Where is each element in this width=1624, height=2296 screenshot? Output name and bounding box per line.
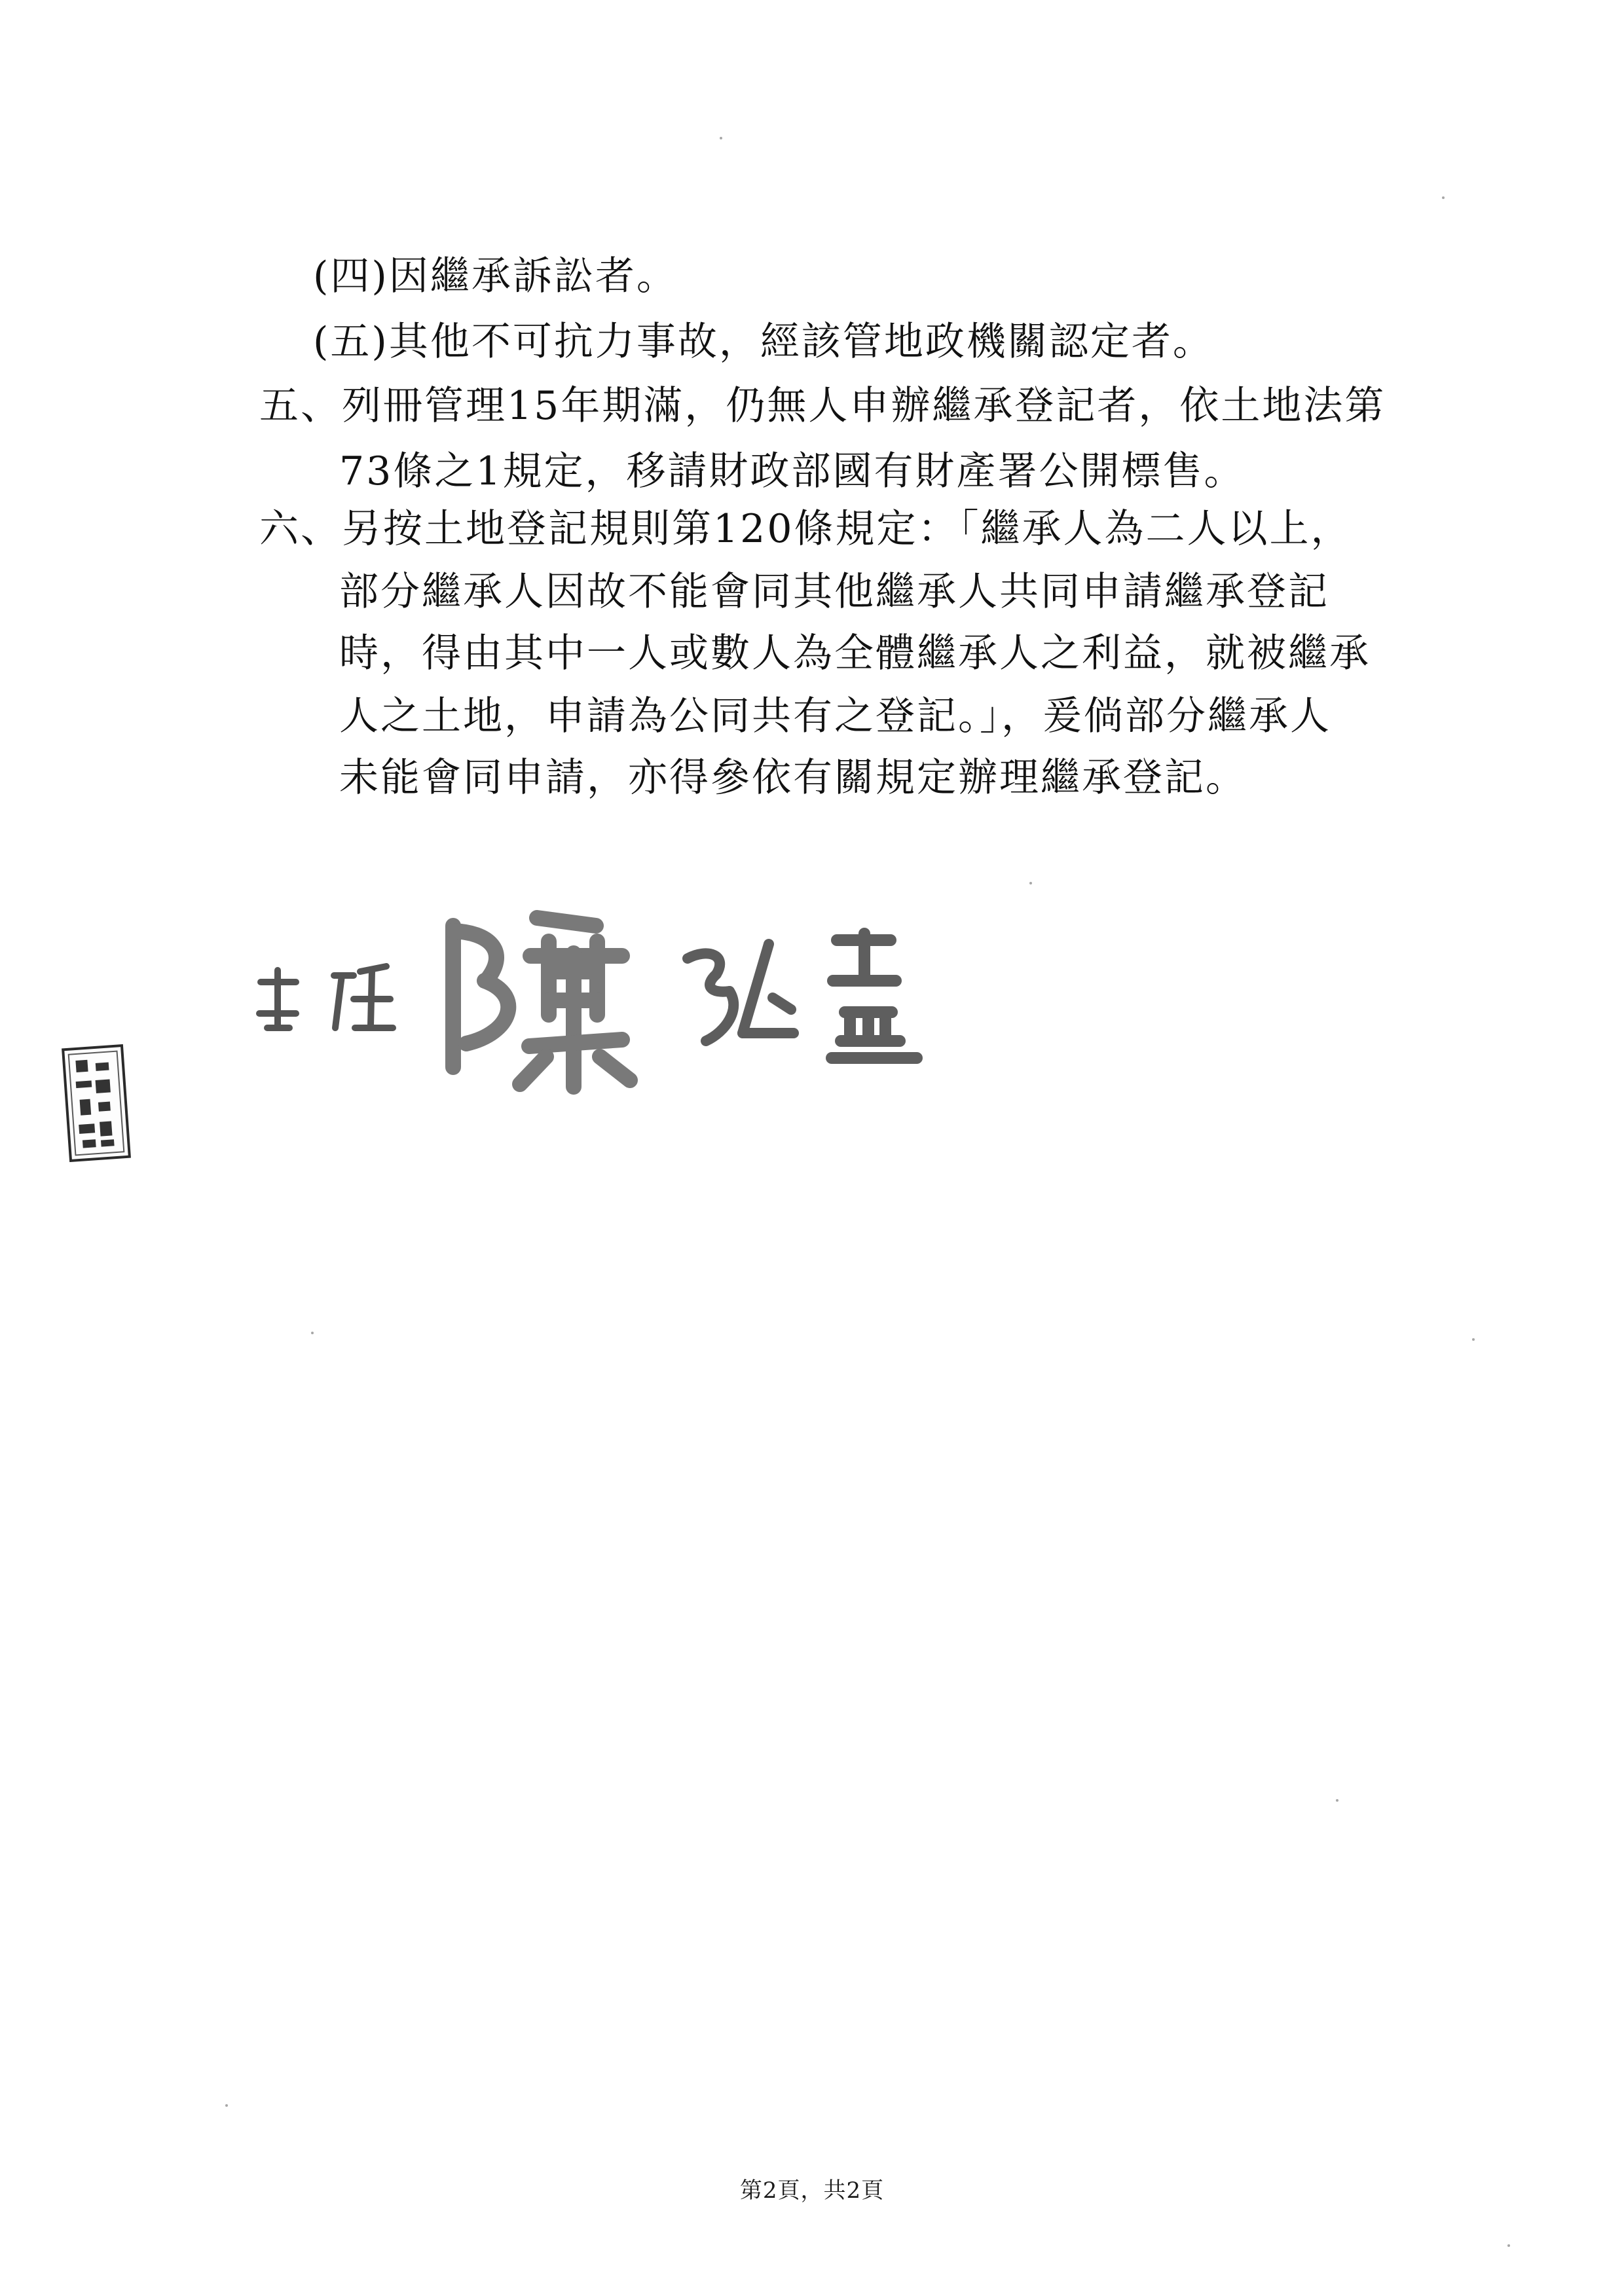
official-seal [56, 1038, 137, 1167]
handwritten-signature [255, 903, 1015, 1100]
section-5-line-1: 五、列冊管理15年期滿，仍無人申辦繼承登記者，依土地法第 [259, 383, 1386, 429]
page-footer: 第2頁，共2頁 [739, 2178, 885, 2204]
scan-speck [720, 137, 722, 139]
scan-speck [225, 2104, 228, 2107]
section-6-line-1: 六、另按土地登記規則第120條規定：「繼承人為二人以上， [259, 506, 1352, 552]
item-5-line-1: (五)其他不可抗力事故，經該管地政機關認定者。 [313, 319, 1214, 365]
scan-speck [1442, 196, 1445, 199]
item-4-line-1: (四)因繼承訴訟者。 [313, 253, 678, 299]
section-5-line-2: 73條之1規定，移請財政部國有財產署公開標售。 [339, 448, 1246, 494]
scan-speck [1472, 1338, 1475, 1341]
section-6-line-4: 人之土地，申請為公同共有之登記。」，爰倘部分繼承人 [339, 693, 1331, 739]
section-6-line-2: 部分繼承人因故不能會同其他繼承人共同申請繼承登記 [339, 569, 1329, 615]
section-6-line-5: 未能會同申請，亦得參依有關規定辦理繼承登記。 [339, 755, 1247, 801]
scan-speck [1336, 1799, 1338, 1802]
scan-speck [1507, 2244, 1510, 2247]
scan-speck [311, 1332, 314, 1334]
scan-speck [1029, 882, 1032, 884]
section-6-line-3: 時，得由其中一人或數人為全體繼承人之利益，就被繼承 [339, 630, 1371, 676]
